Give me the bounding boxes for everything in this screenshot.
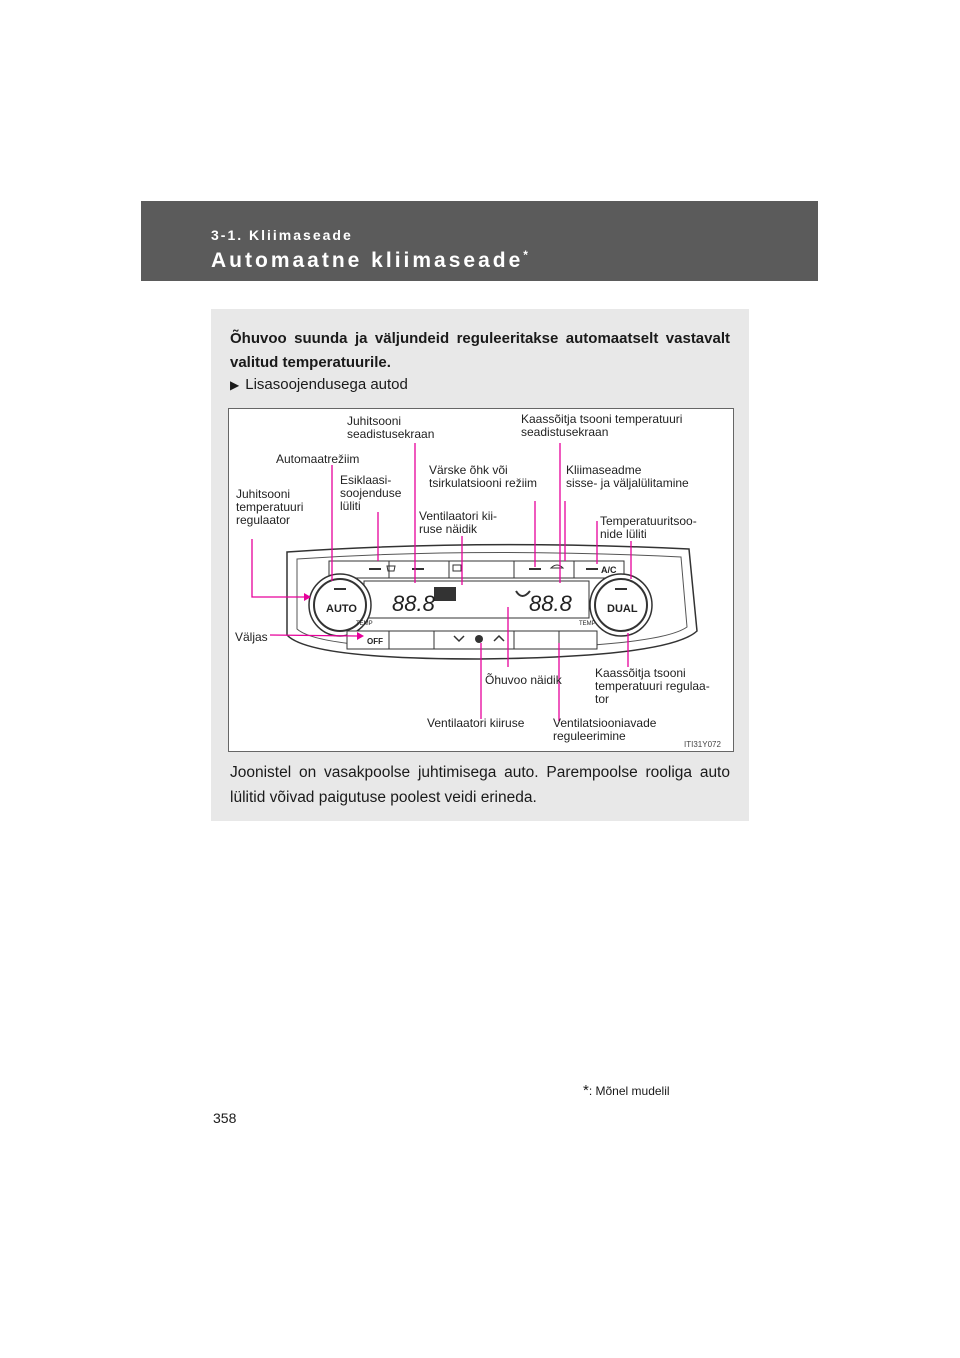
content-panel [211,309,749,821]
intro-text: Õhuvoo suunda ja väljundeid reguleeritakse automaatselt vastavalt valitud temperatuurile. [230,330,730,371]
off-button-text: OFF [367,637,383,646]
label-esiklaas: Esiklaasi- soojenduse lüliti [340,473,402,513]
auto-button-text: AUTO [326,603,357,615]
temp-right-text: TEMP [579,621,596,627]
label-varske: Värske õhk või tsirkulatsiooni režiim [429,463,538,490]
ac-button-text: A/C [601,565,617,575]
dual-button-text: DUAL [607,603,638,615]
title-footnote-mark: * [523,248,528,262]
fan-bars [434,587,456,601]
temp-left-text: TEMP [356,621,373,627]
display-left-digits: 88.8 [392,591,435,616]
label-vent-naidik: Ventilaatori kii- ruse näidik [419,509,498,536]
page-number: 358 [213,1110,237,1126]
label-juhi-temp: Juhitsooni temperatuuri regulaator [236,487,304,527]
label-automaat: Automaatrežiim [276,452,360,466]
label-kaas-ekraan: Kaassõitja tsooni temperatuuri seadistusekraan [521,412,683,439]
layout-note: Joonistel on vasakpoolse juhtimisega auto. Parempoolse rooliga auto lülitid võivad paigutuse poolest veidi erineda. [230,764,730,806]
footnote-mark: * [583,1082,589,1099]
label-kliima: Kliimaseadme sisse- ja väljalülitamine [566,463,689,490]
label-juhi-ekraan: Juhitsooni seadistusekraan [347,414,435,441]
label-vent-kiirus: Ventilaatori kiiruse [427,716,525,730]
label-tsoonid: Temperatuuritsoo- nide lüliti [600,514,697,541]
label-ohuvoo: Õhuvoo näidik [485,673,562,687]
label-kaas-temp: Kaassõitja tsooni temperatuuri regulaa- tor [595,666,710,706]
footnote: *: Mõnel mudelil [583,1082,670,1099]
label-avad: Ventilatsiooniavade reguleerimine [553,716,657,743]
climate-control-figure [228,408,734,752]
display-right-digits: 88.8 [529,591,572,616]
figure-code: ITI31Y072 [684,740,721,749]
section-label: 3-1. Kliimaseade [211,227,353,243]
section-header [141,201,818,281]
page-title: Automaatne kliimaseade* [211,248,528,272]
subheading: ▶ Lisasoojendusega autod [230,376,408,393]
triangle-arrow-icon: ▶ [230,378,240,392]
fan-icon [475,635,483,643]
label-valjas: Väljas [235,630,268,644]
